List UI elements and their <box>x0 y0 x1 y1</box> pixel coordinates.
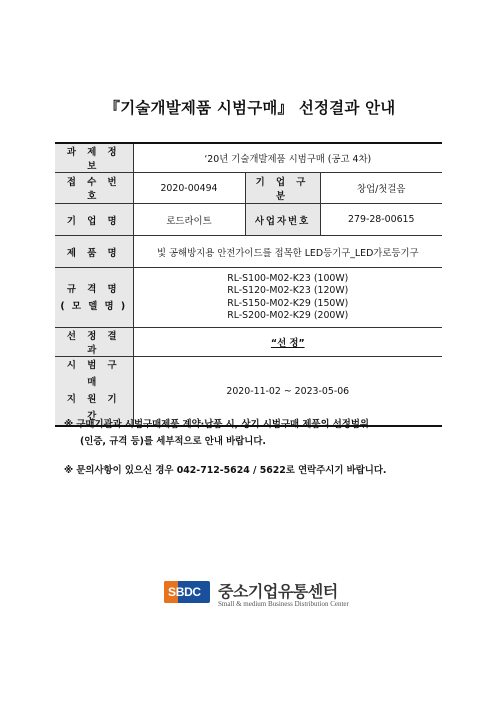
receipt-number-value: 2020-00494 <box>133 173 245 204</box>
company-name-value: 로드라이트 <box>133 204 245 236</box>
note-contact: ※ 문의사항이 있으신 경우 042-712-5624 / 5622로 연락주시기 바랍니다. <box>64 465 387 476</box>
logo-name-korean: 중소기업유통센터 <box>218 582 338 601</box>
product-name-label: 제 품 명 <box>55 236 133 268</box>
result-label: 선 정 결 과 <box>55 328 133 357</box>
model-line: RL-S120-M02-K23 (120W) <box>227 285 349 296</box>
company-type-value: 창업/첫걸음 <box>320 173 442 204</box>
spec-label <box>55 268 133 328</box>
note-contract <box>64 416 444 450</box>
company-type-label: 기 업 구 분 <box>245 173 320 204</box>
period-value: 2020-11-02 ~ 2023-05-06 <box>133 357 442 427</box>
note-contract-line2: (인증, 규격 등)를 세부적으로 안내 바랍니다. <box>80 436 266 447</box>
period-label-line2: 지 원 기 간 <box>66 394 121 422</box>
model-line: RL-S150-M02-K29 (150W) <box>227 297 349 309</box>
notes <box>64 416 444 491</box>
row-company <box>55 204 442 236</box>
logo-mark-text: SBDC <box>168 585 201 599</box>
model-line: RL-S200-M02-K29 (200W) <box>227 310 349 321</box>
model-line: RL-S100-M02-K23 (100W) <box>227 272 349 284</box>
company-name-label: 기 업 명 <box>55 204 133 236</box>
spec-label-line2: ( 모 델 명 ) <box>60 300 128 312</box>
project-info-label: 과 제 정 보 <box>55 143 133 173</box>
row-product <box>55 236 442 268</box>
period-label-line1: 시 범 구 매 <box>66 360 121 388</box>
product-name-value: 빛 공해방지용 안전가이드를 접목한 LED등기구_LED가로등기구 <box>133 236 442 268</box>
receipt-number-label: 접 수 번 호 <box>55 173 133 204</box>
spec-label-line1: 규 격 명 <box>66 283 121 295</box>
logo-name-english: Small & medium Business Distribution Center <box>218 600 349 608</box>
note-contract-line1: ※ 구매기관과 시범구매제품 계약·납품 시, 상기 시범구매 제품의 선정범위 <box>64 419 369 430</box>
result-value: “선 정” <box>133 328 442 357</box>
row-receipt <box>55 173 442 204</box>
page-title: 『기술개발제품 시범구매』 선정결과 안내 <box>104 99 396 117</box>
row-project-info <box>55 143 442 173</box>
business-number-label: 사업자번호 <box>245 204 320 236</box>
row-result <box>55 328 442 357</box>
sbdc-logo-mark <box>164 581 210 603</box>
selection-result-table <box>55 142 442 427</box>
row-spec <box>55 268 442 328</box>
business-number-value: 279-28-00615 <box>320 204 442 236</box>
project-info-value: ‘20년 기술개발제품 시범구매 (공고 4차) <box>133 143 442 173</box>
spec-values <box>133 268 442 328</box>
sbdc-logo <box>164 579 364 613</box>
